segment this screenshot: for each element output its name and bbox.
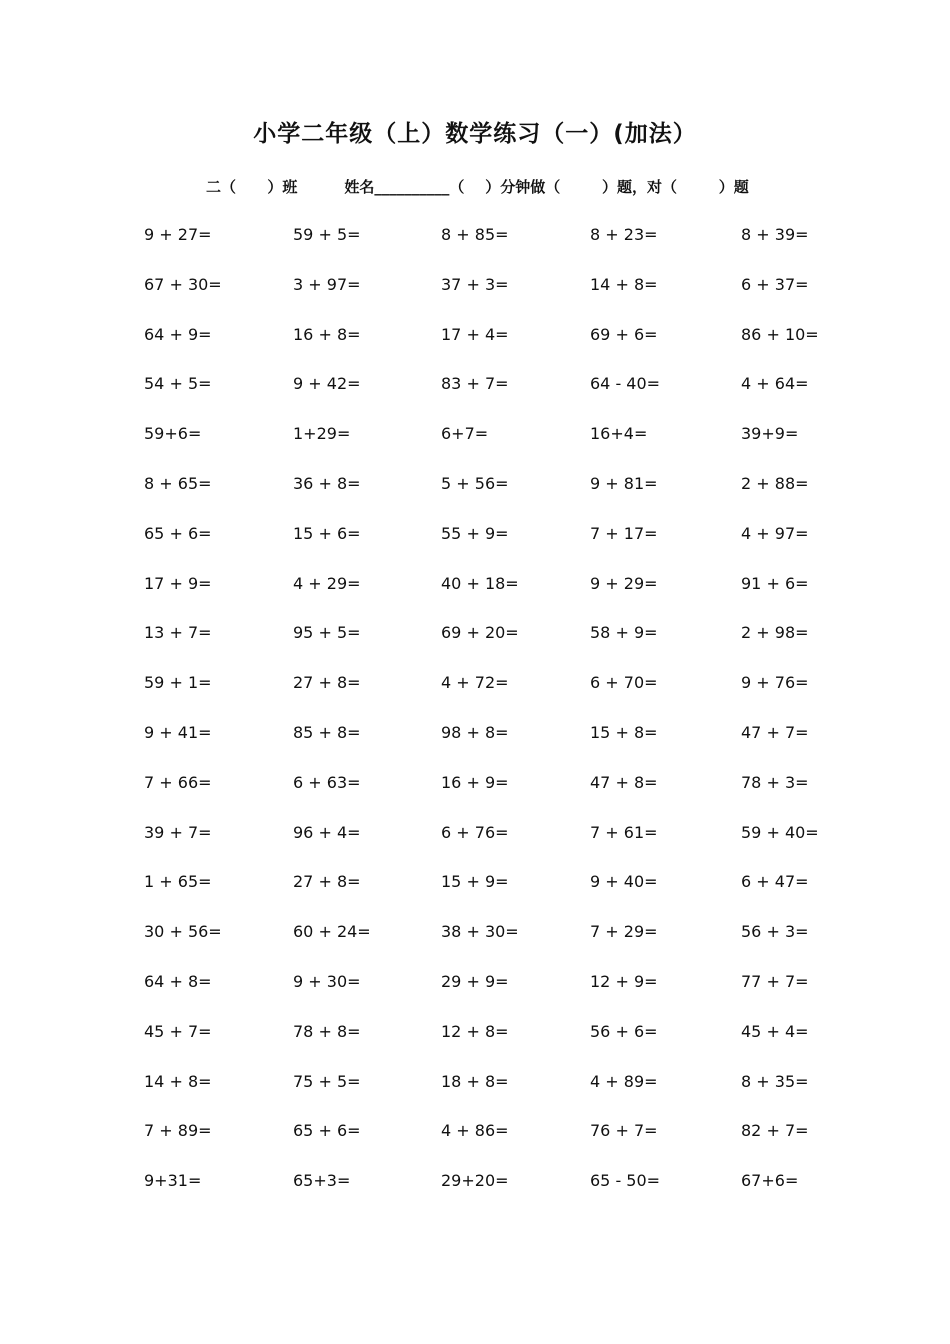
addition-problem: 77 + 7= [741, 972, 809, 991]
addition-problem: 15 + 8= [590, 723, 658, 742]
addition-problem: 4 + 29= [293, 573, 361, 593]
addition-problem: 8 + 65= [144, 474, 212, 493]
addition-problem: 17 + 4= [441, 324, 509, 344]
addition-problem: 45 + 7= [144, 1021, 212, 1041]
addition-problem: 86 + 10= [741, 324, 819, 344]
problem-row [0, 574, 950, 598]
addition-problem: 9 + 42= [293, 374, 361, 394]
problem-row [0, 773, 950, 797]
addition-problem: 78 + 3= [741, 772, 809, 792]
addition-problem: 7 + 17= [590, 523, 658, 543]
addition-problem: 78 + 8= [293, 1021, 361, 1041]
addition-problem: 69 + 6= [590, 324, 658, 344]
addition-problem: 59 + 40= [741, 822, 819, 842]
addition-problem: 56 + 6= [590, 1021, 658, 1041]
problem-row [0, 524, 950, 548]
addition-problem: 15 + 9= [441, 872, 509, 892]
addition-problem: 27 + 8= [293, 673, 361, 693]
problem-row [0, 1072, 950, 1096]
addition-problem: 36 + 8= [293, 474, 361, 493]
addition-problem: 65 + 6= [144, 523, 212, 543]
addition-problem: 14 + 8= [590, 274, 658, 294]
problem-row [0, 922, 950, 946]
addition-problem: 14 + 8= [144, 1071, 212, 1091]
addition-problem: 5 + 56= [441, 474, 509, 493]
addition-problem: 6 + 70= [590, 673, 658, 693]
addition-problem: 85 + 8= [293, 723, 361, 742]
problem-row [0, 225, 950, 249]
addition-problem: 76 + 7= [590, 1121, 658, 1141]
addition-problem: 9 + 30= [293, 972, 361, 991]
addition-problem: 95 + 5= [293, 623, 361, 643]
addition-problem: 59 + 5= [293, 225, 361, 244]
addition-problem: 12 + 8= [441, 1021, 509, 1041]
problem-row [0, 325, 950, 349]
problem-row [0, 474, 950, 498]
addition-problem: 37 + 3= [441, 274, 509, 294]
addition-problem: 67+6= [741, 1171, 799, 1191]
addition-problem: 65 - 50= [590, 1171, 661, 1191]
addition-problem: 6 + 63= [293, 772, 361, 792]
problem-row [0, 424, 950, 448]
problem-row [0, 1121, 950, 1145]
addition-problem: 64 + 9= [144, 324, 212, 344]
addition-problem: 8 + 35= [741, 1071, 809, 1091]
addition-problem: 8 + 23= [590, 225, 658, 244]
addition-problem: 9 + 76= [741, 673, 809, 693]
addition-problem: 7 + 89= [144, 1121, 212, 1141]
addition-problem: 27 + 8= [293, 872, 361, 892]
addition-problem: 98 + 8= [441, 723, 509, 742]
addition-problem: 47 + 7= [741, 723, 809, 742]
problem-row [0, 673, 950, 697]
addition-problem: 54 + 5= [144, 374, 212, 394]
addition-problem: 9 + 29= [590, 573, 658, 593]
addition-problem: 96 + 4= [293, 822, 361, 842]
addition-problem: 29+20= [441, 1171, 509, 1191]
addition-problem: 7 + 61= [590, 822, 658, 842]
addition-problem: 4 + 97= [741, 523, 809, 543]
problem-row [0, 723, 950, 747]
addition-problem: 6 + 37= [741, 274, 809, 294]
addition-problem: 9+31= [144, 1171, 202, 1191]
problem-row [0, 972, 950, 996]
problem-row [0, 872, 950, 896]
addition-problem: 9 + 41= [144, 723, 212, 742]
addition-problem: 38 + 30= [441, 922, 519, 942]
addition-problem: 40 + 18= [441, 573, 519, 593]
addition-problem: 30 + 56= [144, 922, 222, 942]
addition-problem: 64 - 40= [590, 374, 661, 394]
addition-problem: 45 + 4= [741, 1021, 809, 1041]
addition-problem: 16 + 8= [293, 324, 361, 344]
addition-problem: 75 + 5= [293, 1071, 361, 1091]
addition-problem: 59 + 1= [144, 673, 212, 693]
addition-problem: 4 + 72= [441, 673, 509, 693]
addition-problem: 47 + 8= [590, 772, 658, 792]
problem-row [0, 1022, 950, 1046]
problem-row [0, 275, 950, 299]
addition-problem: 1+29= [293, 424, 351, 444]
addition-problem: 7 + 66= [144, 772, 212, 792]
addition-problem: 39+9= [741, 424, 799, 444]
page-title: 小学二年级（上）数学练习（一）(加法） [253, 121, 697, 147]
addition-problem: 29 + 9= [441, 972, 509, 991]
addition-problem: 8 + 85= [441, 225, 509, 244]
addition-problem: 9 + 27= [144, 225, 212, 244]
addition-problem: 59+6= [144, 424, 202, 444]
addition-problem: 55 + 9= [441, 523, 509, 543]
addition-problem: 6 + 47= [741, 872, 809, 892]
addition-problem: 15 + 6= [293, 523, 361, 543]
addition-problem: 13 + 7= [144, 623, 212, 643]
addition-problem: 9 + 81= [590, 474, 658, 493]
problem-row [0, 374, 950, 398]
addition-problem: 4 + 89= [590, 1071, 658, 1091]
addition-problem: 4 + 86= [441, 1121, 509, 1141]
addition-problem: 60 + 24= [293, 922, 371, 942]
addition-problem: 12 + 9= [590, 972, 658, 991]
addition-problem: 2 + 88= [741, 474, 809, 493]
addition-problem: 1 + 65= [144, 872, 212, 892]
addition-problem: 39 + 7= [144, 822, 212, 842]
addition-problem: 56 + 3= [741, 922, 809, 942]
addition-problem: 67 + 30= [144, 274, 222, 294]
addition-problem: 16+4= [590, 424, 648, 444]
addition-problem: 64 + 8= [144, 972, 212, 991]
addition-problem: 4 + 64= [741, 374, 809, 394]
addition-problem: 17 + 9= [144, 573, 212, 593]
addition-problem: 3 + 97= [293, 274, 361, 294]
addition-problem: 65+3= [293, 1171, 351, 1191]
addition-problem: 82 + 7= [741, 1121, 809, 1141]
addition-problem: 69 + 20= [441, 623, 519, 643]
addition-problem: 6+7= [441, 424, 489, 444]
addition-problem: 83 + 7= [441, 374, 509, 394]
problem-row [0, 1171, 950, 1195]
addition-problem: 18 + 8= [441, 1071, 509, 1091]
addition-problem: 2 + 98= [741, 623, 809, 643]
addition-problem: 6 + 76= [441, 822, 509, 842]
problem-row [0, 623, 950, 647]
problem-row [0, 823, 950, 847]
addition-problem: 58 + 9= [590, 623, 658, 643]
addition-problem: 9 + 40= [590, 872, 658, 892]
addition-problem: 91 + 6= [741, 573, 809, 593]
addition-problem: 8 + 39= [741, 225, 809, 244]
addition-problem: 16 + 9= [441, 772, 509, 792]
addition-problem: 7 + 29= [590, 922, 658, 942]
addition-problem: 65 + 6= [293, 1121, 361, 1141]
student-info-line: 二（ ）班 姓名__________（ ）分钟做（ ）题，对（ ）题 [206, 178, 749, 196]
